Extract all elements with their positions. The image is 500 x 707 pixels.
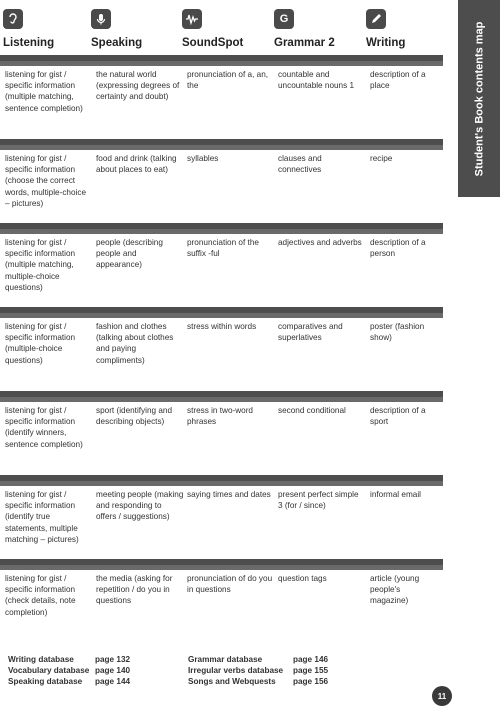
row5-writing: description of a sport xyxy=(370,406,426,427)
soundwave-icon xyxy=(182,9,202,29)
column-header-soundspot: SoundSpot xyxy=(182,37,244,49)
unit-divider-bar xyxy=(0,397,443,402)
microphone-icon xyxy=(91,9,111,29)
footer-link-page: page 144 xyxy=(95,677,131,686)
row7-speaking: the media (asking for repetition / do you in questions xyxy=(96,574,173,606)
unit-divider-bar xyxy=(0,61,443,66)
row2-speaking: food and drink (talking about places to eat) xyxy=(96,154,177,175)
footer-link-label[interactable]: Grammar database xyxy=(188,655,263,664)
footer-link-page: page 132 xyxy=(95,655,131,664)
row4-listening: listening for gist / specific information (multiple-choice questions) xyxy=(5,322,76,365)
footer-link-label[interactable]: Writing database xyxy=(8,655,74,664)
row7-listening: listening for gist / specific information (check details, note completion) xyxy=(5,574,76,617)
page-number: 11 xyxy=(432,686,452,706)
row4-soundspot: stress within words xyxy=(187,322,257,331)
row2-soundspot: syllables xyxy=(187,154,219,163)
unit-divider-bar xyxy=(0,313,443,318)
unit-divider-bar xyxy=(0,565,443,570)
footer-link-label[interactable]: Vocabulary database xyxy=(8,666,90,675)
unit-divider-bar xyxy=(0,229,443,234)
row2-listening: listening for gist / specific information (choose the correct words, multiple-choice – pictures) xyxy=(5,154,86,208)
row1-soundspot: pronunciation of a, an, the xyxy=(187,70,269,91)
column-header-listening: Listening xyxy=(3,37,55,49)
footer-link-label[interactable]: Irregular verbs database xyxy=(188,666,284,675)
row7-grammar: question tags xyxy=(278,574,327,583)
row1-speaking: the natural world (expressing degrees of certainty and doubt) xyxy=(96,70,180,102)
ear-icon xyxy=(3,9,23,29)
row6-soundspot: saying times and dates xyxy=(187,490,271,499)
row4-writing: poster (fashion show) xyxy=(370,322,425,343)
row1-listening: listening for gist / specific information (multiple matching, sentence completion) xyxy=(5,70,83,113)
row6-listening: listening for gist / specific information (identify true statements, multiple matching – pictures) xyxy=(5,490,79,544)
row5-listening: listening for gist / specific information (identify winners, sentence completion) xyxy=(5,406,83,449)
grammar-g-icon: G xyxy=(274,9,294,29)
row3-listening: listening for gist / specific information (multiple matching, multiple-choice questions) xyxy=(5,238,76,292)
row3-grammar: adjectives and adverbs xyxy=(278,238,362,247)
row6-writing: informal email xyxy=(370,490,421,499)
row5-soundspot: stress in two-word phrases xyxy=(187,406,253,427)
row5-speaking: sport (identifying and describing objects) xyxy=(96,406,173,427)
row7-writing: article (young people's magazine) xyxy=(370,574,420,606)
row6-grammar: present perfect simple 3 (for / since) xyxy=(278,490,359,511)
row4-grammar: comparatives and superlatives xyxy=(278,322,343,343)
pen-icon xyxy=(366,9,386,29)
footer-link-page: page 140 xyxy=(95,666,131,675)
row4-speaking: fashion and clothes (talking about clothes and paying compliments) xyxy=(96,322,174,365)
row5-grammar: second conditional xyxy=(278,406,346,415)
row2-grammar: clauses and connectives xyxy=(278,154,322,175)
row2-writing: recipe xyxy=(370,154,393,163)
row3-speaking: people (describing people and appearance) xyxy=(96,238,163,270)
column-header-grammar: Grammar 2 xyxy=(274,37,335,49)
footer-link-label[interactable]: Songs and Webquests xyxy=(188,677,276,686)
footer-link-page: page 146 xyxy=(293,655,329,664)
footer-link-label[interactable]: Speaking database xyxy=(8,677,83,686)
row7-soundspot: pronunciation of do you in questions xyxy=(187,574,273,595)
row3-writing: description of a person xyxy=(370,238,426,259)
row1-writing: description of a place xyxy=(370,70,426,91)
row3-soundspot: pronunciation of the suffix -ful xyxy=(187,238,259,259)
footer-link-page: page 155 xyxy=(293,666,329,675)
row6-speaking: meeting people (making and responding to offers / suggestions) xyxy=(96,490,184,522)
unit-divider-bar xyxy=(0,481,443,486)
footer-link-page: page 156 xyxy=(293,677,329,686)
unit-divider-bar xyxy=(0,145,443,150)
row1-grammar: countable and uncountable nouns 1 xyxy=(278,70,355,91)
column-header-writing: Writing xyxy=(366,37,406,49)
side-tab-label: Student's Book contents map xyxy=(473,21,486,176)
column-header-speaking: Speaking xyxy=(91,37,143,49)
